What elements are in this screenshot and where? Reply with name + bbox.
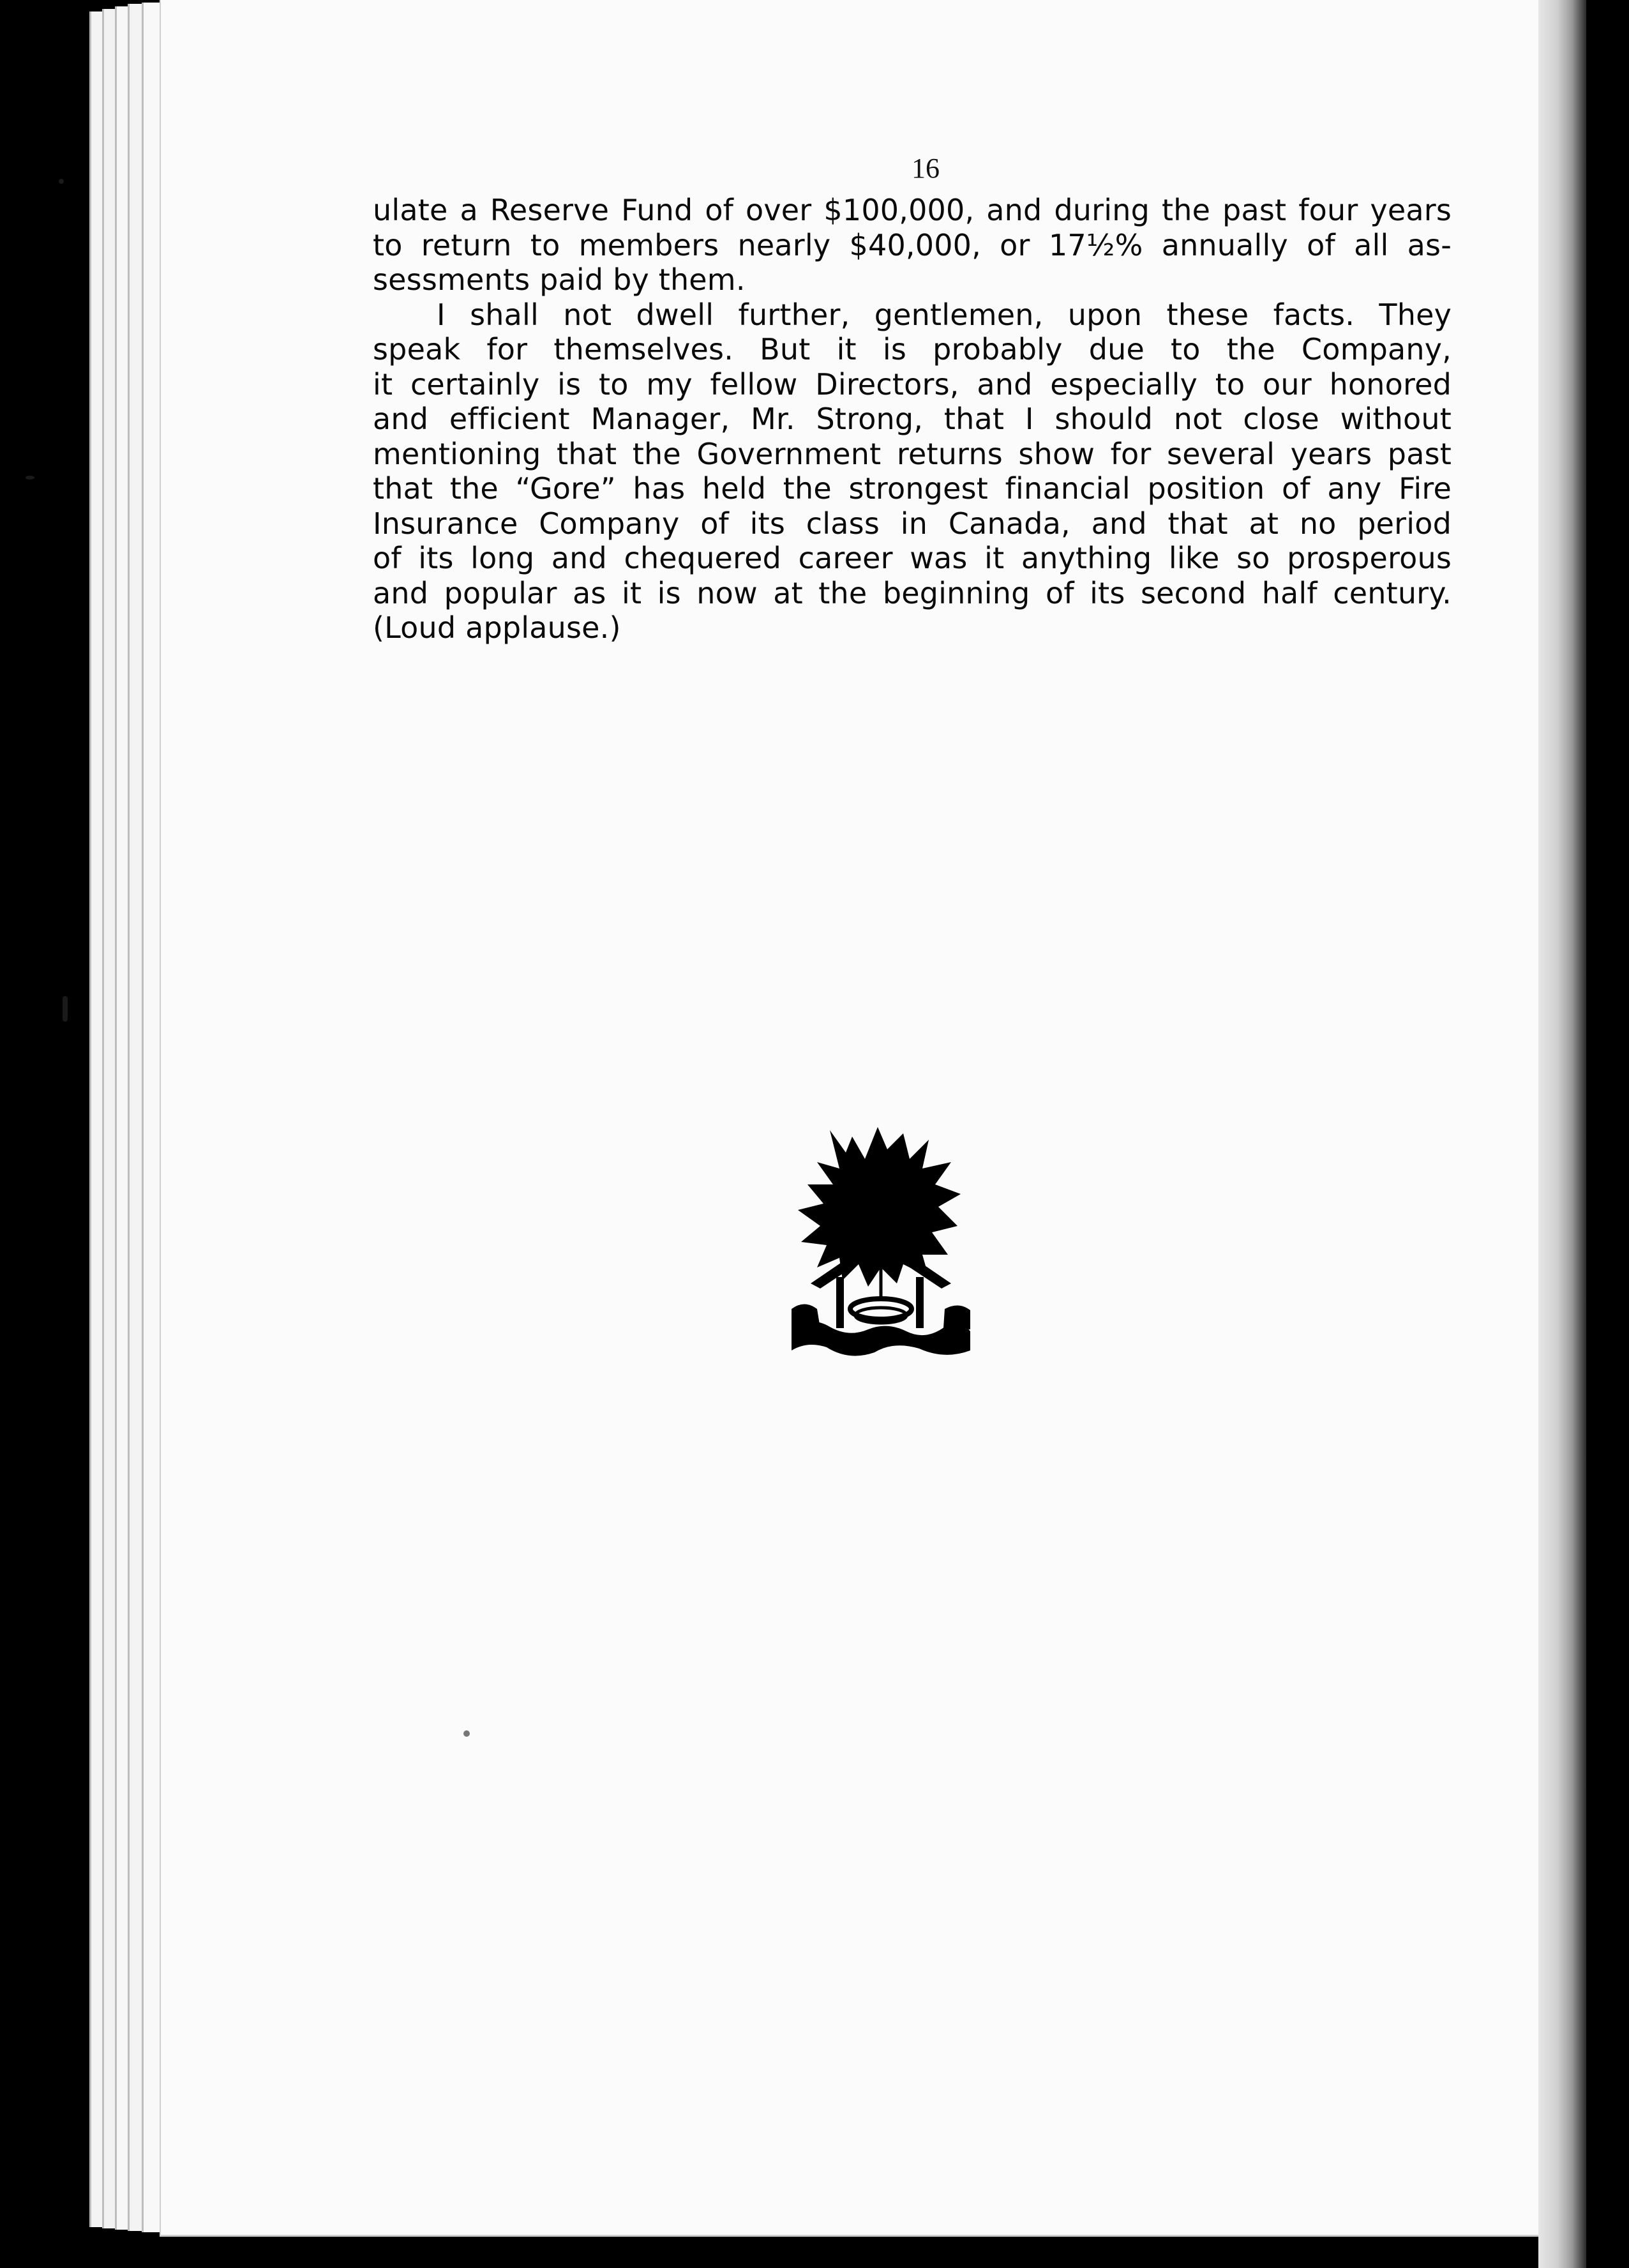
- scan-speck: [59, 179, 64, 184]
- text-line: speak for themselves. But it is probably due to the Company,: [373, 332, 1452, 367]
- page-number: 16: [912, 153, 940, 184]
- scan-speck: [63, 996, 68, 1022]
- text-line: mentioning that the Government returns show for several years past: [373, 436, 1452, 471]
- text-line: and popular as it is now at the beginning of its second half century.: [373, 575, 1452, 610]
- text-line: I shall not dwell further, gentlemen, upon these facts. They: [437, 297, 1452, 332]
- text-line: Insurance Company of its class in Canada, and that at no period: [373, 506, 1452, 541]
- text-line: ulate a Reserve Fund of over $100,000, and during the past four years: [373, 193, 1452, 227]
- tree-and-well-vignette-icon: [792, 1124, 970, 1360]
- scan-speck: [463, 1730, 470, 1737]
- text-line: of its long and chequered career was it anything like so prosperous: [373, 541, 1452, 575]
- text-line: sessments paid by them.: [373, 262, 746, 297]
- text-line: that the “Gore” has held the strongest financial position of any Fire: [373, 471, 1452, 506]
- text-line: (Loud applause.): [373, 610, 621, 645]
- text-line: and efficient Manager, Mr. Strong, that I should not close without: [373, 402, 1452, 436]
- text-line: it certainly is to my fellow Directors, and especially to our honored: [373, 367, 1452, 402]
- scan-speck: [26, 476, 34, 480]
- page-binding-shadow: [1538, 0, 1586, 2268]
- text-line: to return to members nearly $40,000, or 17½% annually of all as-: [373, 227, 1452, 262]
- body-text: [373, 193, 1452, 646]
